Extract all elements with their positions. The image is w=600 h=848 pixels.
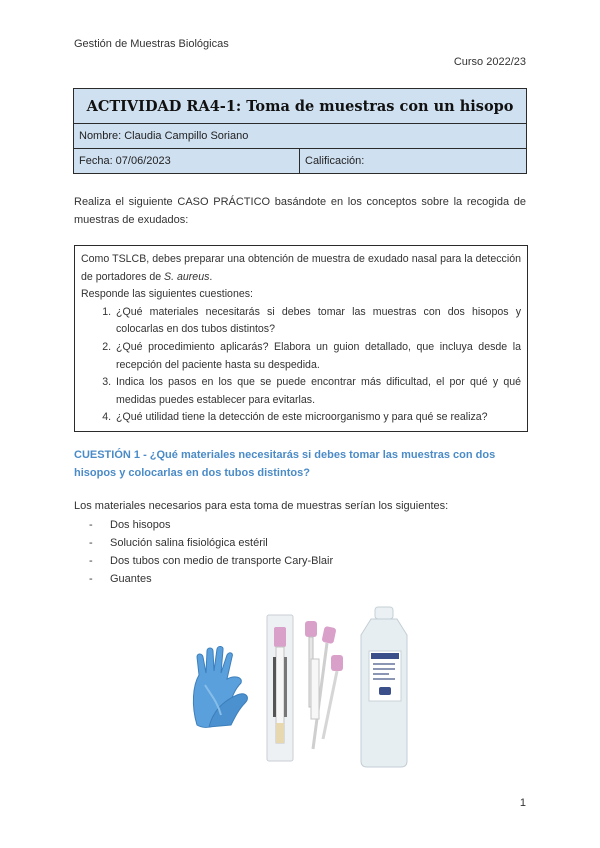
swabs-image (297, 619, 349, 759)
dash-bullet: - (89, 519, 93, 531)
case-study-box (74, 245, 528, 432)
activity-info-table (73, 88, 527, 174)
material-item: - Dos tubos con medio de transporte Cary-Blair (74, 552, 333, 570)
saline-bottle-image (353, 605, 415, 769)
header-course: Curso 2022/23 (453, 56, 526, 68)
intro-paragraph: Realiza el siguiente CASO PRÁCTICO basándote en los conceptos sobre la recogida de muestras de exudados: (74, 196, 526, 226)
case-subtitle: Responde las siguientes cuestiones: (81, 288, 253, 301)
question-item: 1. ¿Qué materiales necesitarás si debes tomar las muestras con dos hisopos y colocarlas en dos tubos distintos? (114, 304, 521, 339)
header-subject: Gestión de Muestras Biológicas (74, 38, 229, 50)
dash-bullet: - (89, 555, 93, 567)
materials-photos (185, 605, 415, 770)
material-item: - Solución salina fisiológica estéril (74, 534, 333, 552)
gloves-image (187, 645, 253, 733)
activity-title: ACTIVIDAD RA4-1: Toma de muestras con un hisopo (74, 89, 527, 124)
question-1-heading: CUESTIÓN 1 - ¿Qué materiales necesitarás si debes tomar las muestras con dos hisopos y colocarlas en dos tubos distintos? (74, 449, 496, 479)
material-item: - Guantes (74, 570, 333, 588)
dash-bullet: - (89, 573, 93, 585)
grade-cell: Calificación: (300, 149, 527, 174)
question-item: 3. Indica los pasos en los que se puede encontrar más dificultad, el por qué y qué medidas puedes establecer para evitarlas. (114, 374, 521, 409)
material-item: - Dos hisopos (74, 516, 333, 534)
swab-tube-image (265, 613, 295, 763)
question-item: 2. ¿Qué procedimiento aplicarás? Elabora un guion detallado, que incluya desde la recepción del paciente hasta su despedida. (114, 339, 521, 374)
page-number: 1 (519, 797, 526, 809)
question-item: 4. ¿Qué utilidad tiene la detección de este microorganismo y para qué se realiza? (114, 409, 521, 427)
materials-intro: Los materiales necesarios para esta toma de muestras serían los siguientes: (74, 500, 449, 512)
student-name-cell: Nombre: Claudia Campillo Soriano (74, 124, 527, 149)
species-name: S. aureus (164, 270, 210, 283)
dash-bullet: - (89, 537, 93, 549)
date-cell: Fecha: 07/06/2023 (74, 149, 300, 174)
materials-list (74, 516, 333, 588)
questions-list (81, 304, 521, 427)
case-description: Como TSLCB, debes preparar una obtención de muestra de exudado nasal para la detección de portadores de S. aureus. (81, 253, 521, 283)
